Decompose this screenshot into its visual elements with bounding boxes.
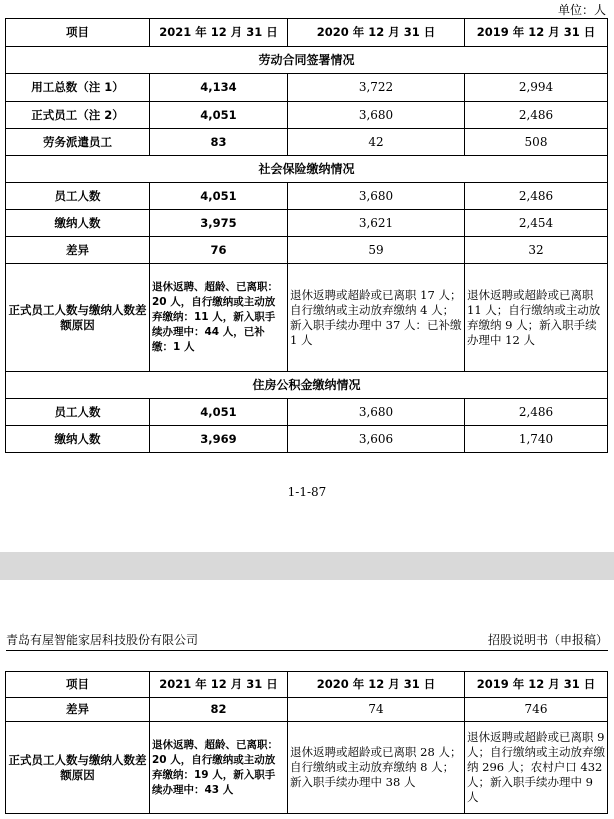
cell-2019: 1,740 [465,426,608,453]
table-header-row [6,19,608,47]
company-name: 青岛有屋智能家居科技股份有限公司 [6,633,199,647]
row-label: 员工人数 [6,399,150,426]
header-2021: 2021 年 12 月 31 日 [150,672,288,698]
cell-2021: 4,051 [150,399,288,426]
cell-2020: 3,680 [288,102,465,129]
row-label: 差异 [6,698,150,722]
cell-2020: 59 [288,237,465,264]
cell-2019: 2,994 [465,74,608,102]
table-row [6,698,608,722]
cell-2019: 2,486 [465,399,608,426]
cell-2020: 3,680 [288,399,465,426]
table-row [6,399,608,426]
header-divider [6,650,608,651]
header-2019: 2019 年 12 月 31 日 [465,19,608,47]
cell-2020: 3,621 [288,210,465,237]
cell-2021: 83 [150,129,288,156]
header-2020: 2020 年 12 月 31 日 [288,19,465,47]
table-row-cause [6,264,608,372]
header-2020: 2020 年 12 月 31 日 [288,672,465,698]
cell-2019: 2,454 [465,210,608,237]
cause-2019: 退休返聘或超龄或已离职 11 人；自行缴纳或主动放弃缴纳 9 人；新入职手续办理中 12 人 [465,264,608,372]
cause-2020: 退休返聘或超龄或已离职 17 人；自行缴纳或主动放弃缴纳 4 人；新入职手续办理中 37 人：已补缴 1 人 [288,264,465,372]
cell-2021: 3,975 [150,210,288,237]
header-item: 项目 [6,672,150,698]
page-number: 1-1-87 [287,485,327,499]
cell-2020: 3,606 [288,426,465,453]
document-title: 招股说明书（申报稿） [487,633,608,647]
table-row [6,74,608,102]
table-row [6,102,608,129]
employee-table-continued [5,671,608,814]
row-label: 正式员工（注 2） [6,102,150,129]
cell-2019: 32 [465,237,608,264]
cell-2021: 82 [150,698,288,722]
cell-2021: 4,134 [150,74,288,102]
table-row [6,129,608,156]
cell-2019: 508 [465,129,608,156]
cause-2021: 退休返聘、超龄、已离职：20 人，自行缴纳或主动放弃缴纳：11 人，新入职手续办理中：44 人，已补缴：1 人 [150,264,288,372]
row-label: 正式员工人数与缴纳人数差额原因 [6,264,150,372]
cell-2020: 3,722 [288,74,465,102]
table-header-row [6,672,608,698]
cell-2021: 4,051 [150,183,288,210]
table-row [6,237,608,264]
cell-2021: 4,051 [150,102,288,129]
cell-2019: 746 [465,698,608,722]
table-row-cause [6,722,608,814]
cell-2020: 74 [288,698,465,722]
row-label: 差异 [6,237,150,264]
header-item: 项目 [6,19,150,47]
row-label: 劳务派遣员工 [6,129,150,156]
cell-2021: 3,969 [150,426,288,453]
row-label: 员工人数 [6,183,150,210]
table-row [6,183,608,210]
section-labor-contract: 劳动合同签署情况 [6,47,608,74]
cause-2021: 退休返聘、超龄、已离职：20 人，自行缴纳或主动放弃缴纳：19 人，新入职手续办理中：43 人 [150,722,288,814]
cell-2019: 2,486 [465,102,608,129]
cause-2020: 退休返聘或超龄或已离职 28 人；自行缴纳或主动放弃缴纳 8 人；新入职手续办理中 38 人 [288,722,465,814]
cell-2020: 42 [288,129,465,156]
section-housing-fund: 住房公积金缴纳情况 [6,372,608,399]
table-row [6,426,608,453]
unit-label: 单位：人 [557,3,606,17]
row-label: 缴纳人数 [6,210,150,237]
document-page-2 [0,580,614,819]
row-label: 用工总数（注 1） [6,74,150,102]
section-social-insurance: 社会保险缴纳情况 [6,156,608,183]
cause-2019: 退休返聘或超龄或已离职 9 人；自行缴纳或主动放弃缴纳 296 人；农村户口 432 人；新入职手续办理中 9 人 [465,722,608,814]
row-label: 缴纳人数 [6,426,150,453]
row-label: 正式员工人数与缴纳人数差额原因 [6,722,150,814]
table-row [6,210,608,237]
header-2019: 2019 年 12 月 31 日 [465,672,608,698]
employee-table [5,18,608,453]
cell-2020: 3,680 [288,183,465,210]
cell-2019: 2,486 [465,183,608,210]
header-2021: 2021 年 12 月 31 日 [150,19,288,47]
cell-2021: 76 [150,237,288,264]
page-separator [0,552,614,580]
